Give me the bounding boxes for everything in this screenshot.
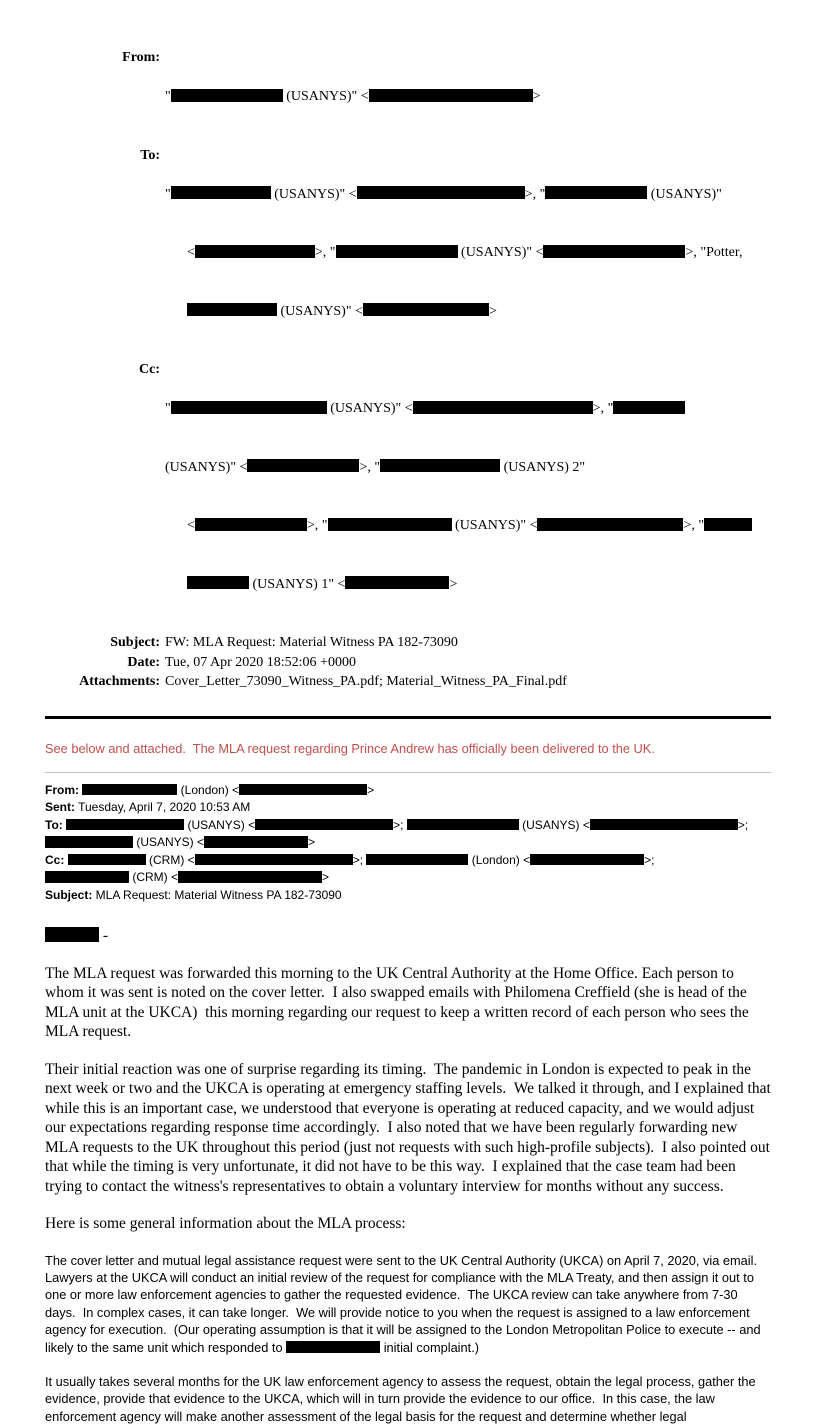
fwd-sent-line — [45, 799, 771, 817]
subject-label: Subject: — [110, 635, 160, 650]
header-line — [165, 302, 771, 322]
cc-value — [165, 360, 771, 633]
text-run: (USANYS)" < — [326, 401, 413, 416]
redaction-bar — [704, 518, 752, 531]
text-run: (USANYS) < — [184, 817, 256, 832]
from-label: From: — [122, 50, 160, 65]
header-line — [165, 87, 771, 107]
redaction-bar — [336, 245, 458, 258]
text-run: < — [187, 518, 195, 533]
fwd-to-value-cont — [45, 835, 315, 849]
fwd-sent-value — [75, 800, 250, 814]
redaction-bar — [357, 186, 525, 199]
redaction-bar — [66, 819, 184, 830]
body-paragraph — [45, 1214, 771, 1234]
fwd-from-label: From: — [45, 782, 79, 797]
text-run: >, " — [592, 401, 614, 416]
redaction-bar — [45, 836, 133, 847]
text-run: " — [165, 89, 171, 104]
header-line — [165, 185, 771, 205]
text-run: (London) < — [177, 782, 240, 797]
email-header-block — [45, 48, 771, 692]
forward-note: See below and attached. The MLA request regarding Prince Andrew has officially been delivered to the UK. — [45, 740, 655, 756]
text-run: (USANYS) 2" — [500, 459, 586, 475]
text-run: (USANYS) < — [133, 835, 205, 849]
text-run: " — [165, 401, 171, 416]
email-body — [45, 926, 775, 1425]
fwd-sent-label: Sent: — [45, 800, 75, 814]
redaction-bar — [45, 927, 99, 942]
redaction-bar — [45, 871, 129, 882]
fwd-subject-line — [45, 887, 771, 905]
header-field-date — [45, 653, 771, 673]
forwarded-header-block — [45, 782, 771, 905]
redaction-bar — [407, 819, 519, 830]
text-run: (USANYS)" < — [451, 518, 538, 533]
text-run: >, " — [683, 518, 705, 533]
text-run: " — [165, 186, 171, 202]
subject-value: FW: MLA Request: Material Witness PA 182-73090 — [165, 635, 458, 650]
redaction-bar — [195, 854, 353, 865]
text-run: (USANYS)" — [647, 186, 722, 202]
text-run: >, " — [314, 245, 336, 260]
text-run: >; — [393, 817, 407, 832]
attachments-label: Attachments: — [79, 674, 160, 689]
date-value: Tue, 07 Apr 2020 18:52:06 +0000 — [165, 654, 356, 670]
fwd-to-line — [45, 817, 771, 835]
text-run: (USANYS)" < — [270, 186, 357, 202]
redaction-bar — [590, 819, 738, 830]
redaction-bar — [363, 303, 489, 316]
to-label: To: — [140, 147, 160, 163]
fwd-cc-line-cont — [45, 869, 771, 887]
redaction-bar — [413, 401, 593, 414]
redaction-bar — [255, 819, 393, 830]
text-run: (USANYS)" < — [165, 459, 248, 475]
text-run: (CRM) < — [129, 870, 178, 884]
text-run: - — [99, 927, 109, 944]
text-run: MLA Request: Material Witness PA 182-73090 — [92, 887, 342, 902]
fwd-cc-line — [45, 852, 771, 870]
header-line — [165, 458, 771, 478]
fwd-to-line-cont — [45, 834, 771, 852]
text-run: Their initial reaction was one of surprise regarding its timing. The pandemic in London is expected to peak in the next week or two and the UKCA is operating at emergency staffing levels. We talked it through, and I explained that while this is an important case, we understood that everyone is operating at reduced capacity, and we would adjust our expectations regarding response time accordingly. I also noted that we have been regularly forwarding new MLA requests to the UK throughout this period (just not requests with such high-profile subjects). I also pointed out that while the timing is very unfortunate, it did not have to be this way. I explained that the case team had been trying to contact the witness's representatives to obtain a voluntary interview for months without any success. — [45, 1060, 775, 1195]
header-line — [165, 399, 771, 419]
header-field-cc — [45, 360, 771, 633]
redaction-bar — [187, 303, 277, 316]
fwd-cc-value — [64, 853, 654, 867]
text-run: initial complaint.) — [380, 1339, 480, 1355]
text-run: >; — [352, 852, 367, 867]
fwd-from-value — [79, 783, 374, 797]
redaction-bar — [171, 89, 283, 102]
text-run: (USANYS) 1" < — [249, 576, 346, 592]
text-run: >, "Potter, — [685, 245, 743, 260]
text-run: Tuesday, April 7, 2020 10:53 AM — [75, 800, 251, 814]
text-run: (London) < — [468, 852, 531, 867]
redaction-bar — [380, 459, 500, 472]
header-divider — [45, 716, 771, 719]
redaction-bar — [369, 89, 533, 102]
text-run: (USANYS)" < — [457, 245, 544, 260]
attachments-value: Cover_Letter_73090_Witness_PA.pdf; Material_Witness_PA_Final.pdf — [165, 674, 567, 689]
text-run: > — [308, 835, 316, 849]
text-run: (USANYS) < — [518, 817, 590, 832]
redaction-bar — [543, 245, 685, 258]
text-run: The cover letter and mutual legal assistance request were sent to the UK Central Authority (UKCA) on April 7, 2020, via email. Lawyers at the UKCA will conduct an initial review of the request for compliance with the MLA Treaty, and then assign it out to one or more law enforcement agencies to gather the requested evidence. The UKCA review can take anywhere from 7-30 days. In complex cases, it can take longer. We will provide notice to you when the request is assigned to a law enforcement agency for execution. (Our operating assumption is that it will be assigned to the London Metropolitan Police to execute -- and likely to the same unit which responded to — [45, 1252, 765, 1355]
header-field-attachments — [45, 672, 771, 692]
body-paragraph — [45, 1252, 771, 1356]
text-run: It usually takes several months for the UK law enforcement agency to assess the request, obtain the legal process, gather the evidence, provide that evidence to the UKCA, which will in turn provide the evidence to our office. In this case, the law enforcement agency will make another assessment of the legal basis for the request and determine whether legal — [45, 1373, 760, 1424]
redaction-bar — [171, 401, 327, 414]
redaction-bar — [178, 871, 322, 882]
redaction-bar — [195, 518, 307, 531]
header-line — [165, 516, 771, 536]
text-run: >, " — [359, 459, 381, 475]
text-run: >; — [644, 852, 655, 867]
redaction-bar — [345, 576, 449, 589]
text-run: The MLA request was forwarded this morning to the UK Central Authority at the Home Office. Each person to whom it was sent is noted on the cover letter. I also swapped emails with Philomena Creffield (she is head of the MLA unit at the UKCA) this morning regarding our request to keep a written record of each person who sees the MLA request. — [45, 964, 753, 1040]
date-label: Date: — [127, 654, 160, 670]
fwd-from-line — [45, 782, 771, 800]
body-paragraph — [45, 1373, 771, 1425]
redaction-bar — [286, 1341, 380, 1353]
text-run: >, " — [306, 518, 328, 533]
quoted-message-divider — [45, 772, 771, 773]
redaction-bar — [537, 518, 683, 531]
salutation — [45, 926, 771, 946]
redaction-bar — [545, 186, 647, 199]
redaction-bar — [68, 854, 146, 865]
text-run: > — [449, 576, 458, 592]
text-run: (CRM) < — [145, 852, 195, 867]
cc-label: Cc: — [139, 362, 160, 377]
redaction-bar — [613, 401, 685, 414]
header-line — [165, 243, 771, 263]
text-run: > — [367, 782, 375, 797]
redaction-bar — [171, 186, 271, 199]
body-paragraph — [45, 1060, 775, 1197]
from-value — [165, 48, 771, 146]
fwd-subject-label: Subject: — [45, 887, 93, 902]
text-run: >, " — [524, 186, 546, 202]
fwd-subject-value — [92, 888, 341, 902]
body-paragraph — [45, 964, 771, 1042]
text-run: >; — [737, 817, 749, 832]
header-field-to — [45, 146, 771, 361]
fwd-to-label: To: — [45, 817, 63, 832]
redaction-bar — [530, 854, 644, 865]
header-field-subject — [45, 633, 771, 653]
redaction-bar — [328, 518, 452, 531]
redaction-bar — [247, 459, 359, 472]
redaction-bar — [239, 784, 367, 795]
header-field-from — [45, 48, 771, 146]
redaction-bar — [195, 245, 315, 258]
redaction-bar — [204, 836, 308, 847]
header-line — [165, 575, 771, 595]
text-run: (USANYS)" < — [282, 89, 369, 104]
redaction-bar — [366, 854, 468, 865]
text-run: > — [322, 870, 330, 884]
text-run: Here is some general information about the MLA process: — [45, 1215, 406, 1232]
redaction-bar — [187, 576, 249, 589]
fwd-cc-value-cont — [45, 870, 329, 884]
text-run: > — [488, 303, 497, 319]
fwd-to-value — [63, 818, 748, 832]
to-value — [165, 146, 771, 361]
text-run: > — [532, 89, 541, 104]
fwd-cc-label: Cc: — [45, 852, 65, 867]
text-run: (USANYS)" < — [277, 303, 363, 319]
text-run: < — [187, 245, 195, 260]
redaction-bar — [82, 784, 177, 795]
